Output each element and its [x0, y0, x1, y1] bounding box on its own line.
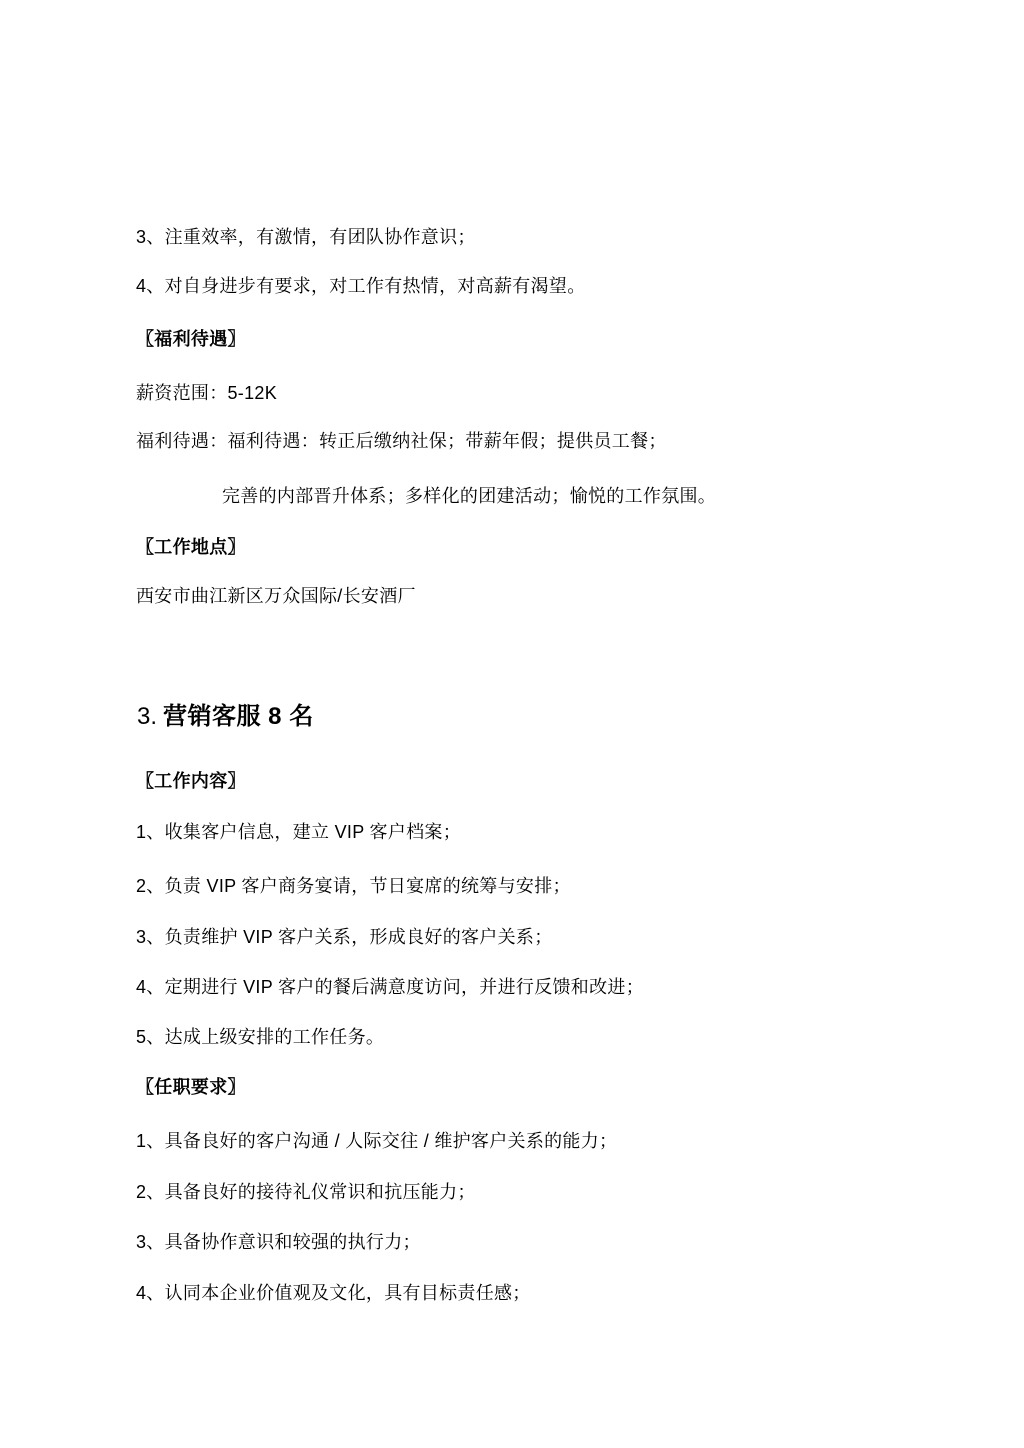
duties-section-header: 〖工作内容〗 — [136, 771, 246, 791]
duty-item-1: 1、收集客户信息，建立 VIP 客户档案； — [136, 822, 461, 842]
qualification-item-3: 3、具备协作意识和较强的执行力； — [136, 1232, 421, 1252]
job-section-heading — [137, 701, 314, 733]
job-section-title: 营销客服 8 名 — [163, 703, 314, 730]
duty-item-2: 2、负责 VIP 客户商务宴请，节日宴席的统筹与安排； — [136, 876, 571, 896]
location-section-header: 〖工作地点〗 — [136, 537, 246, 557]
benefits-section-header: 〖福利待遇〗 — [136, 329, 246, 349]
benefits-detail-line-1: 福利待遇：福利待遇：转正后缴纳社保；带薪年假；提供员工餐； — [136, 431, 667, 451]
requirement-item-3: 3、注重效率，有激情，有团队协作意识； — [136, 227, 476, 247]
qualification-item-4: 4、认同本企业价值观及文化，具有目标责任感； — [136, 1283, 531, 1303]
requirements-section-header: 〖任职要求〗 — [136, 1077, 246, 1097]
duty-item-3: 3、负责维护 VIP 客户关系，形成良好的客户关系； — [136, 927, 553, 947]
duty-item-4: 4、定期进行 VIP 客户的餐后满意度访问，并进行反馈和改进； — [136, 977, 644, 997]
benefits-detail-line-2: 完善的内部晋升体系；多样化的团建活动；愉悦的工作氛围。 — [222, 486, 717, 506]
requirement-item-4: 4、对自身进步有要求，对工作有热情，对高薪有渴望。 — [136, 276, 586, 296]
work-location-line: 西安市曲江新区万众国际/长安酒厂 — [136, 586, 416, 606]
job-section-number: 3. — [137, 703, 158, 730]
salary-range-line: 薪资范围：5-12K — [136, 383, 278, 403]
qualification-item-2: 2、具备良好的接待礼仪常识和抗压能力； — [136, 1182, 476, 1202]
qualification-item-1: 1、具备良好的客户沟通 / 人际交往 / 维护客户关系的能力； — [136, 1131, 618, 1151]
duty-item-5: 5、达成上级安排的工作任务。 — [136, 1027, 385, 1047]
